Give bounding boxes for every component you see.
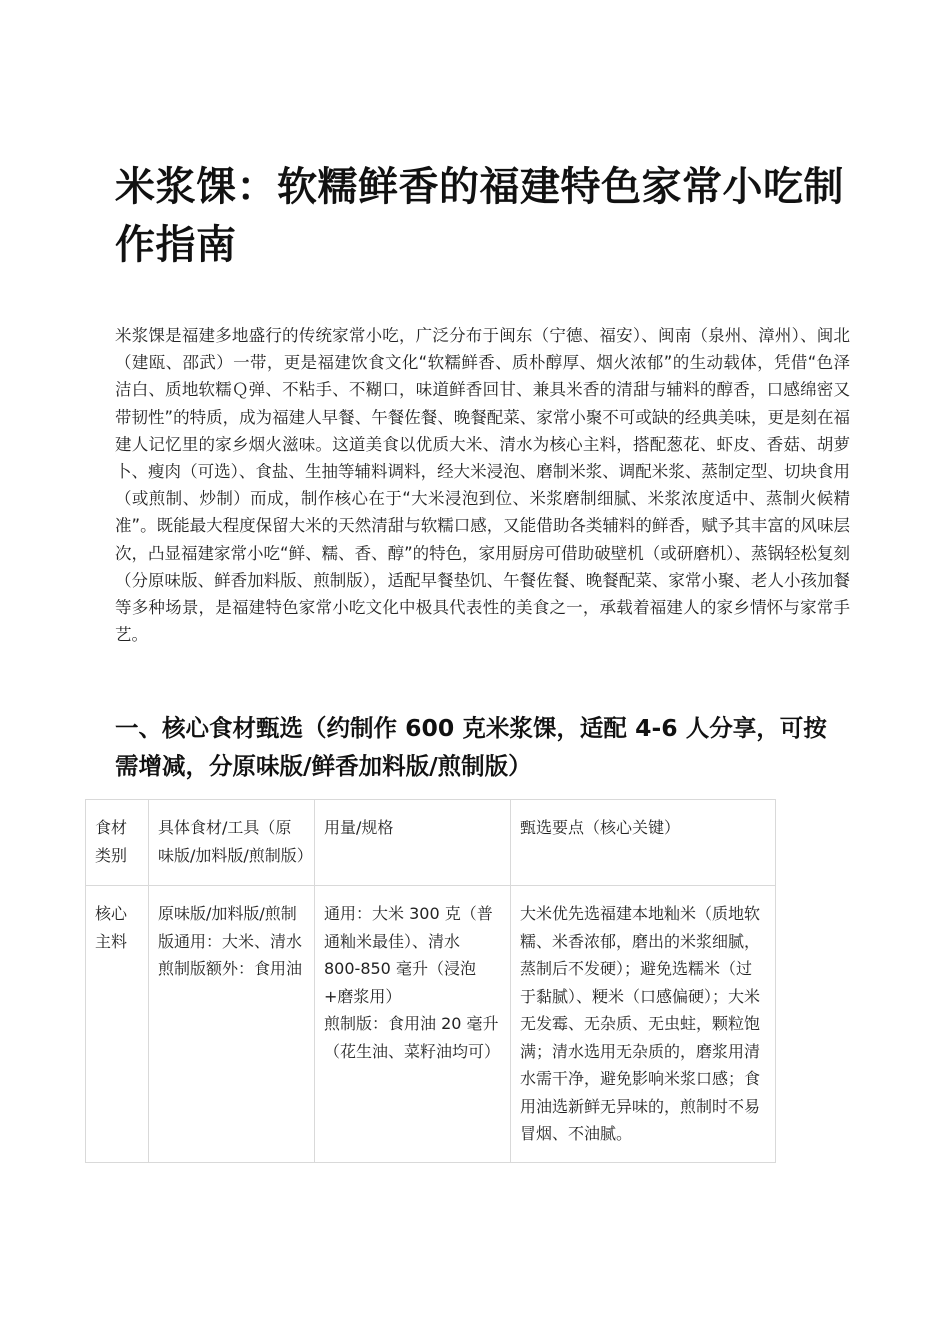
cell-category: 核心 主料: [86, 886, 149, 1163]
cell-tips: 大米优先选福建本地籼米（质地软糯、米香浓郁，磨出的米浆细腻，蒸制后不发硬）；避免选糯米（过于黏腻）、粳米（口感偏硬）；大米无发霉、无杂质、无虫蛀，颗粒饱满；清水选用无杂质的，磨浆用清水需干净，避免影响米浆口感；食用油选新鲜无异味的，煎制时不易冒烟、不油腻。: [511, 886, 776, 1163]
cell-items: 原味版/加料版/煎制版通用：大米、清水 煎制版额外：食用油: [149, 886, 315, 1163]
header-cell-amount: 用量/规格: [315, 800, 511, 886]
header-cell-category: 食材 类别: [86, 800, 149, 886]
page-title: 米浆馃：软糯鲜香的福建特色家常小吃制作指南: [115, 164, 844, 268]
header-cell-tips: 甄选要点（核心关键）: [511, 800, 776, 886]
header-cell-items: 具体食材/工具（原味版/加料版/煎制版）: [149, 800, 315, 886]
table-row: [86, 886, 776, 1163]
section-heading-ingredients: 一、核心食材甄选（约制作 600 克米浆馃，适配 4-6 人分享，可按需增减，分原味版/鲜香加料版/煎制版）: [115, 714, 827, 780]
ingredients-table: [85, 799, 776, 1163]
cell-amount: 通用：大米 300 克（普通籼米最佳）、清水 800-850 毫升（浸泡+磨浆用） 煎制版：食用油 20 毫升（花生油、菜籽油均可）: [315, 886, 511, 1163]
intro-paragraph: 米浆馃是福建多地盛行的传统家常小吃，广泛分布于闽东（宁德、福安）、闽南（泉州、漳州）、闽北（建瓯、邵武）一带，更是福建饮食文化“软糯鲜香、质朴醇厚、烟火浓郁”的生动载体，凭借“色泽洁白、质地软糯Ｑ弹、不粘手、不糊口，味道鲜香回甘、兼具米香的清甜与辅料的醇香，口感绵密又带韧性”的特质，成为福建人早餐、午餐佐餐、晚餐配菜、家常小聚不可或缺的经典美味，更是刻在福建人记忆里的家乡烟火滋味。这道美食以优质大米、清水为核心主料，搭配葱花、虾皮、香菇、胡萝卜、瘦肉（可选）、食盐、生抽等辅料调料，经大米浸泡、磨制米浆、调配米浆、蒸制定型、切块食用（或煎制、炒制）而成，制作核心在于“大米浸泡到位、米浆磨制细腻、米浆浓度适中、蒸制火候精准”。既能最大程度保留大米的天然清甜与软糯口感，又能借助各类辅料的鲜香，赋予其丰富的风味层次，凸显福建家常小吃“鲜、糯、香、醇”的特色，家用厨房可借助破壁机（或研磨机）、蒸锅轻松复刻（分原味版、鲜香加料版、煎制版），适配早餐垫饥、午餐佐餐、晚餐配菜、家常小聚、老人小孩加餐等多种场景，是福建特色家常小吃文化中极具代表性的美食之一，承载着福建人的家乡情怀与家常手艺。: [115, 326, 850, 645]
table-header-row: [86, 800, 776, 886]
